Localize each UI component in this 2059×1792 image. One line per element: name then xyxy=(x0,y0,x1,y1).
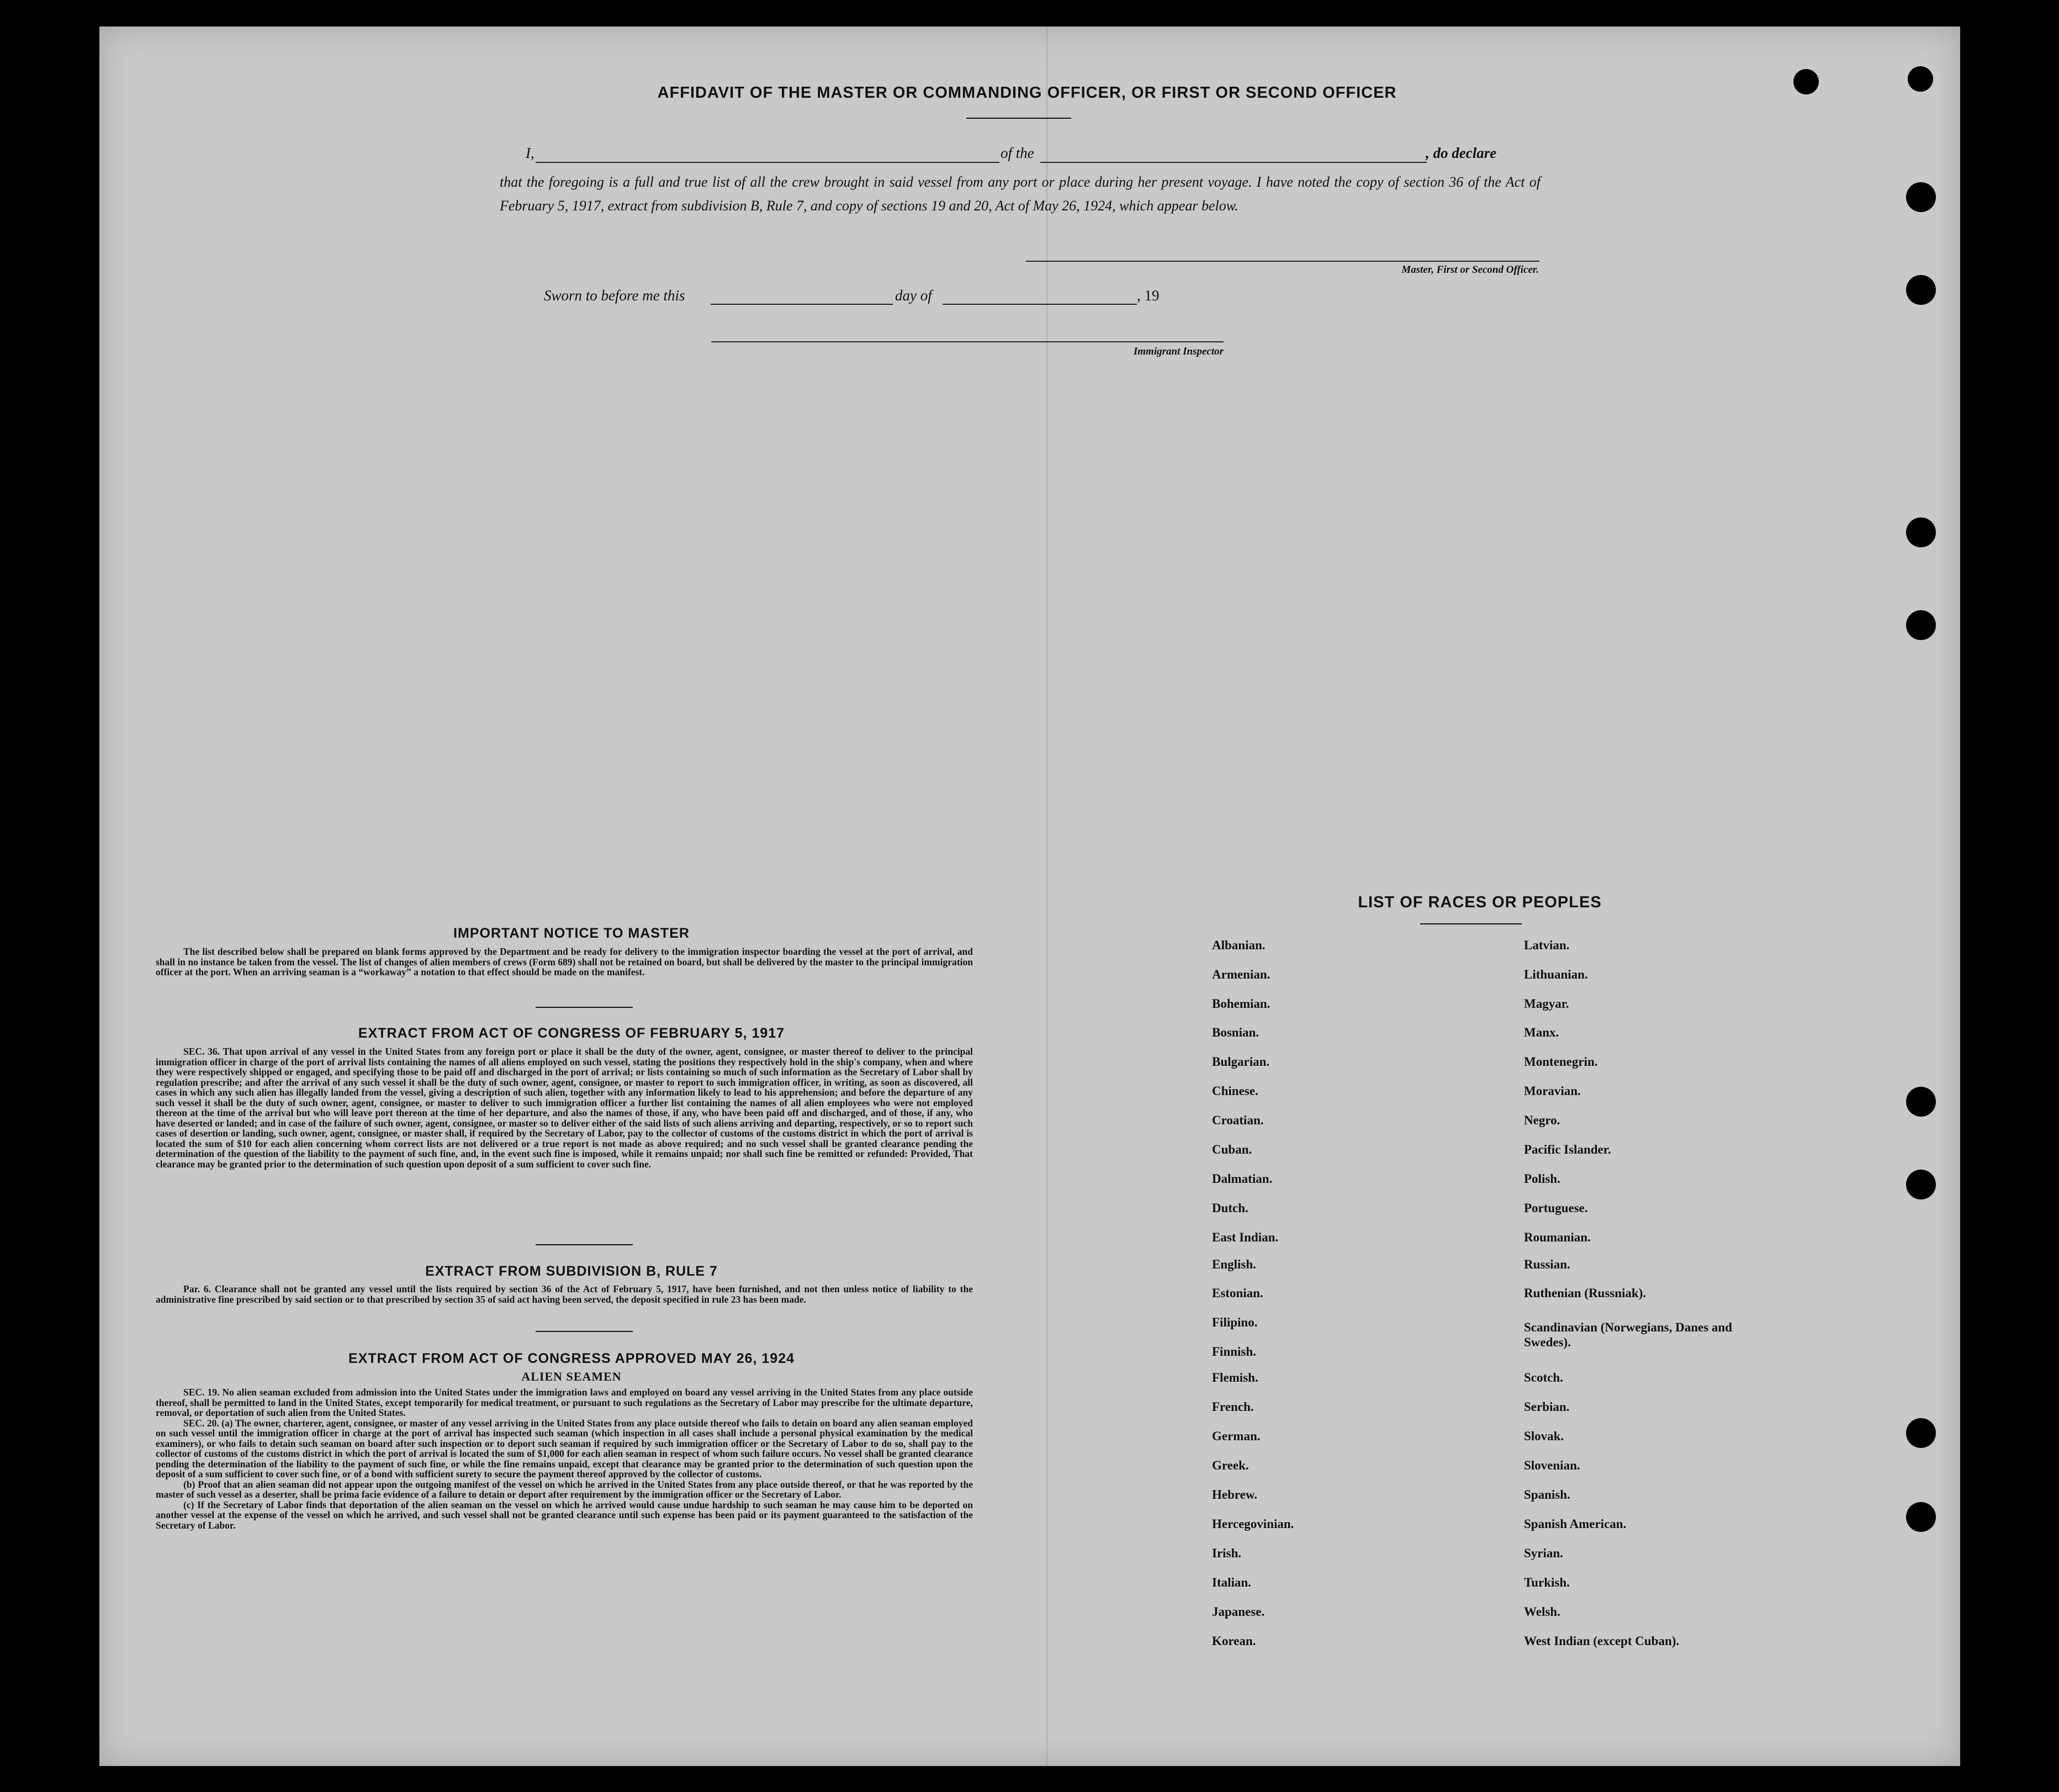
title-divider xyxy=(966,118,1071,119)
races-title: LIST OF RACES OR PEOPLES xyxy=(1358,894,1602,911)
alien-seamen-subtitle: ALIEN SEAMEN xyxy=(521,1370,622,1383)
punch-hole xyxy=(1793,69,1819,94)
sec20a-paragraph: SEC. 20. (a) The owner, charterer, agent, consignee, or master of any vessel arriving in the United States from any place outside thereof who fails to detain on board any alien seaman employed on such vessel until the immigration officer in charge at the port of arrival has inspected such seaman (which inspection in all cases shall include a personal physical examination by the medical examiners), or who fails to detain such seaman on board after such inspection or to deport such seaman if required by such immigration officer or the Secretary of Labor to do so, shall pay to the collector of customs of the customs district in which the port of arrival is located the sum of $1,000 for each alien seaman in respect of whom such failure occurs. No vessel shall be granted clearance pending the determination of the liability to the payment of such fine, or while the fine remains unpaid, except that clearance may be granted prior to the determination of such question upon the deposit of a sum sufficient to cover such fine, or of a bond with sufficient surety to secure the payment thereof approved by the collector of customs. xyxy=(156,1417,973,1479)
race-item: French. xyxy=(1212,1400,1254,1414)
sec19-paragraph: SEC. 19. No alien seaman excluded from admission into the United States under the immigration laws and employed on board any vessel arriving in the United States from any place outside thereof, shall be permitted to land in the United States, except temporarily for medical treatment, or pursuant to such regulations as the Secretary of Labor may prescribe for the ultimate departure, removal, or deportation of such alien from the United States. xyxy=(156,1387,973,1418)
race-item: Irish. xyxy=(1212,1546,1242,1560)
label-do-declare: , do declare xyxy=(1426,145,1497,161)
race-item: Welsh. xyxy=(1524,1605,1560,1619)
name-blank xyxy=(536,162,999,163)
extract-1924-text xyxy=(156,1387,973,1530)
punch-hole xyxy=(1906,1418,1936,1448)
race-item: Russian. xyxy=(1524,1257,1570,1271)
race-item: Syrian. xyxy=(1524,1546,1563,1560)
sworn-year: , 19 xyxy=(1137,287,1160,304)
race-item: Turkish. xyxy=(1524,1576,1570,1589)
section-divider xyxy=(536,1244,633,1245)
extract-1917-text xyxy=(156,1046,973,1169)
race-item: Roumanian. xyxy=(1524,1230,1591,1244)
signature-line xyxy=(1026,261,1539,262)
sworn-day-blank xyxy=(711,304,893,305)
race-item: West Indian (except Cuban). xyxy=(1524,1634,1680,1648)
rule7-title: EXTRACT FROM SUBDIVISION B, RULE 7 xyxy=(425,1264,718,1279)
race-item: English. xyxy=(1212,1257,1256,1271)
race-item: Armenian. xyxy=(1212,968,1271,981)
race-item: Moravian. xyxy=(1524,1084,1581,1098)
punch-hole xyxy=(1906,1502,1936,1532)
race-item: Finnish. xyxy=(1212,1345,1256,1358)
label-i: I, xyxy=(526,145,534,161)
race-item: Spanish American. xyxy=(1524,1517,1627,1531)
race-item: Spanish. xyxy=(1524,1488,1570,1502)
inspector-signature-line xyxy=(711,341,1224,342)
sec20c-paragraph: (c) If the Secretary of Labor finds that deportation of the alien seaman on the vessel on which he arrived would cause undue hardship to such seaman he may cause him to be deported on another vessel at the expense of the vessel on which he arrived, and such vessel shall not be granted clearance until such expense has been paid or its payment guaranteed to the satisfaction of the Secretary of Labor. xyxy=(156,1499,973,1531)
race-item: Magyar. xyxy=(1524,997,1569,1011)
punch-hole xyxy=(1906,182,1936,212)
vessel-blank xyxy=(1040,162,1427,163)
extract-1917-paragraph: SEC. 36. That upon arrival of any vessel in the United States from any foreign port or place it shall be the duty of the owner, agent, consignee, or master thereof to deliver to the principal immigration officer in charge of the port of arrival lists containing the names of all aliens employed on such vessel, stating the positions they respectively hold in the ship's company, when and where they were respectively shipped or engaged, and specifying those to be paid off and discharged in the port of arrival; or lists containing so much of such information as the Secretary of Labor shall by regulation prescribe; and after the arrival of any such vessel it shall be the duty of such owner, agent, consignee, or master to report to such immigration officer, in writing, as soon as discovered, all cases in which any such alien has illegally landed from the vessel, giving a description of such alien, together with any information likely to lead to his apprehension; and before the departure of any such vessel it shall be the duty of such owner, agent, consignee, or master to deliver to such immigration officer a further list containing the names of all alien employees who were not employed thereon at the time of the arrival but who will leave port thereon at the time of her departure, and also the names of those, if any, who have been paid off and discharged, and of those, if any, who have deserted or landed; and in case of the failure of such owner, agent, consignee, or master so to deliver either of the said lists of such aliens arriving and departing, respectively, or so to report such cases of desertion or landing, such owner, agent, consignee, or master shall, if required by the Secretary of Labor, pay to the collector of customs of the customs district in which the port of arrival is located the sum of $10 for each alien concerning whom correct lists are not delivered or a true report is not made as above required; and no such vessel shall be granted clearance pending the determination of the question of the liability to the payment of such fine, and, in the event such fine is imposed, while it remains unpaid; nor shall such fine be remitted or refunded: Provided, That clearance may be granted prior to the determination of such question upon deposit of a sum sufficient to cover such fine. xyxy=(156,1046,973,1170)
punch-hole xyxy=(1908,66,1933,92)
race-item: Manx. xyxy=(1524,1025,1559,1039)
punch-hole xyxy=(1906,517,1936,547)
rule7-paragraph: Par. 6. Clearance shall not be granted any vessel until the lists required by section 36 of the Act of February 5, 1917, have been furnished, and not then unless notice of liability to the administrative fine prescribed by said section or to that prescribed by section 35 of said act having been served, the deposit specified in rule 23 has been made. xyxy=(156,1283,973,1305)
rule7-text xyxy=(156,1284,973,1304)
race-item: Ruthenian (Russniak). xyxy=(1524,1286,1647,1300)
race-item: Korean. xyxy=(1212,1634,1256,1648)
race-item: Estonian. xyxy=(1212,1286,1263,1300)
notice-paragraph: The list described below shall be prepared on blank forms approved by the Department and be ready for delivery to the immigration inspector boarding the vessel at the port of arrival, and shall in no instance be taken from the vessel. The list of changes of alien members of crews (Form 689) shall not be retained on board, but shall be delivered by the master to the principal immigration officer at the port. When an arriving seaman is a “workaway” a notation to that effect should be made on the manifest. xyxy=(156,946,973,977)
punch-hole xyxy=(1906,275,1936,305)
race-item: Chinese. xyxy=(1212,1084,1258,1098)
race-item: Portuguese. xyxy=(1524,1201,1588,1215)
label-of-the: of the xyxy=(1001,145,1034,161)
race-item: Hebrew. xyxy=(1212,1488,1257,1502)
race-item: Albanian. xyxy=(1212,938,1266,952)
extract-1924-title: EXTRACT FROM ACT OF CONGRESS APPROVED MAY 26, 1924 xyxy=(348,1351,795,1366)
affidavit-line-1 xyxy=(526,145,1542,167)
race-item: Pacific Islander. xyxy=(1524,1143,1611,1156)
race-item: Scandinavian (Norwegians, Danes and Swedes). xyxy=(1524,1320,1733,1349)
race-item: Greek. xyxy=(1212,1458,1249,1472)
race-item: Bosnian. xyxy=(1212,1025,1259,1039)
race-item: Filipino. xyxy=(1212,1315,1258,1329)
race-item: Dutch. xyxy=(1212,1201,1248,1215)
race-item: Montenegrin. xyxy=(1524,1055,1598,1069)
race-item: Slovak. xyxy=(1524,1429,1564,1443)
sworn-line xyxy=(544,287,1206,309)
notice-title: IMPORTANT NOTICE TO MASTER xyxy=(453,926,690,941)
section-divider xyxy=(536,1331,633,1332)
race-item: Italian. xyxy=(1212,1576,1251,1589)
punch-hole xyxy=(1906,610,1936,640)
affidavit-title: AFFIDAVIT OF THE MASTER OR COMMANDING OFFICER, OR FIRST OR SECOND OFFICER xyxy=(657,84,1397,102)
signature-caption: Master, First or Second Officer. xyxy=(1401,264,1539,276)
punch-hole xyxy=(1906,1170,1936,1199)
punch-hole xyxy=(1906,1087,1936,1117)
race-item: Slovenian. xyxy=(1524,1458,1580,1472)
race-item: Latvian. xyxy=(1524,938,1570,952)
affidavit-body: that the foregoing is a full and true list of all the crew brought in said vessel from any port or place during her present voyage. I have noted the copy of section 36 of the Act of February 5, 1917, extract from subdivision B, Rule 7, and copy of sections 19 and 20, Act of May 26, 1924, which appear below. xyxy=(500,174,1541,214)
races-divider xyxy=(1420,923,1522,924)
section-divider xyxy=(536,1007,633,1008)
inspector-caption: Immigrant Inspector xyxy=(1133,346,1224,357)
race-item: Serbian. xyxy=(1524,1400,1570,1414)
race-item: Negro. xyxy=(1524,1113,1560,1127)
race-item: Flemish. xyxy=(1212,1371,1258,1384)
race-item: Scotch. xyxy=(1524,1371,1563,1384)
race-item: Croatian. xyxy=(1212,1113,1264,1127)
sworn-month-blank xyxy=(943,304,1137,305)
race-item: Lithuanian. xyxy=(1524,968,1588,981)
race-item: Bulgarian. xyxy=(1212,1055,1270,1069)
race-item: East Indian. xyxy=(1212,1230,1279,1244)
sec20b-paragraph: (b) Proof that an alien seaman did not appear upon the outgoing manifest of the vessel on which he arrived in the United States from any place outside thereof, or that he was reported by the master of such vessel as a deserter, shall be prima facie evidence of a failure to detain or deport after requirement by the immigration officer or the Secretary of Labor. xyxy=(156,1478,973,1500)
race-item: Hercegovinian. xyxy=(1212,1517,1294,1531)
race-item: Bohemian. xyxy=(1212,997,1271,1011)
race-item: Cuban. xyxy=(1212,1143,1252,1156)
race-item: Japanese. xyxy=(1212,1605,1265,1619)
race-item: Polish. xyxy=(1524,1172,1560,1186)
extract-1917-title: EXTRACT FROM ACT OF CONGRESS OF FEBRUARY 5, 1917 xyxy=(358,1025,785,1041)
sworn-prefix: Sworn to before me this xyxy=(544,287,685,304)
sworn-day-of: day of xyxy=(895,287,932,304)
race-item: German. xyxy=(1212,1429,1261,1443)
notice-text xyxy=(156,947,973,977)
race-item: Dalmatian. xyxy=(1212,1172,1273,1186)
